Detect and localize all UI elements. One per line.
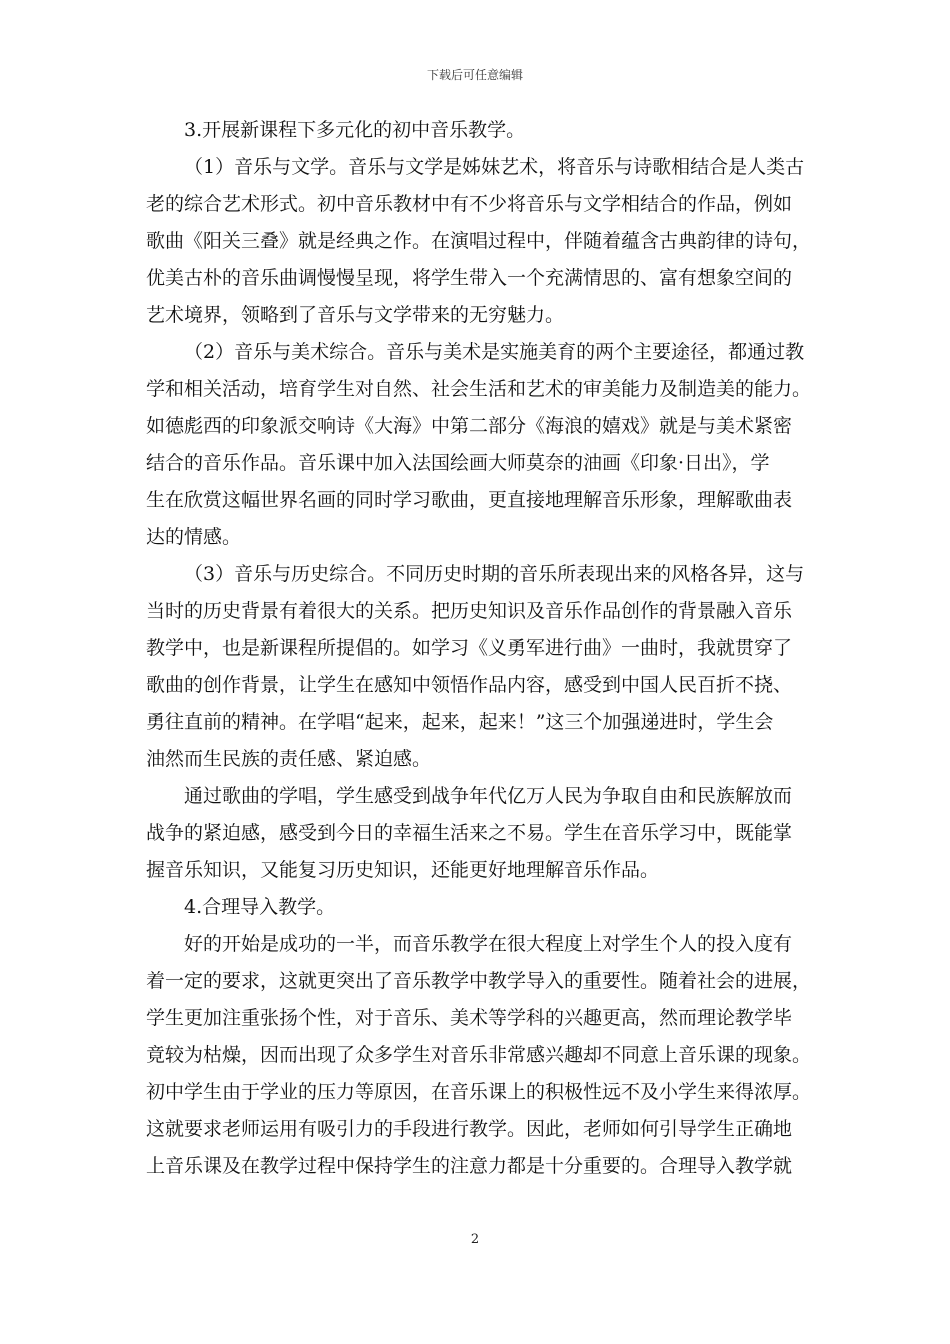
text-line: 当时的历史背景有着很大的关系。把历史知识及音乐作品创作的背景融入音乐 [146, 600, 793, 622]
text-line: 歌曲的创作背景，让学生在感知中领悟作品内容，感受到中国人民百折不挠、 [146, 674, 793, 696]
text-line: 如德彪西的印象派交响诗《大海》中第二部分《海浪的嬉戏》就是与美术紧密 [146, 415, 793, 437]
text-line: 达的情感。 [146, 526, 242, 548]
text-line: 结合的音乐作品。音乐课中加入法国绘画大师莫奈的油画《印象·日出》，学 [146, 452, 770, 474]
text-line: 油然而生民族的责任感、紧迫感。 [146, 748, 432, 770]
text-line: 竟较为枯燥，因而出现了众多学生对音乐非常感兴趣却不同意上音乐课的现象。 [146, 1044, 812, 1066]
text-line: 歌曲《阳关三叠》就是经典之作。在演唱过程中，伴随着蕴含古典韵律的诗句， [146, 230, 812, 252]
document-body [146, 112, 812, 1185]
para-song-learning [146, 778, 806, 889]
text-line: 战争的紧迫感，感受到今日的幸福生活来之不易。学生在音乐学习中，既能掌 [146, 822, 793, 844]
text-line: 勇往直前的精神。在学唱“起来，起来，起来！”这三个加强递进时，学生会 [146, 711, 774, 733]
text-line: 3.开展新课程下多元化的初中音乐教学。 [184, 119, 526, 141]
text-line: 好的开始是成功的一半，而音乐教学在很大程度上对学生个人的投入度有 [184, 933, 793, 955]
text-line: 4.合理导入教学。 [184, 896, 336, 918]
text-line: 优美古朴的音乐曲调慢慢呈现，将学生带入一个充满情思的、富有想象空间的 [146, 267, 793, 289]
text-line: 通过歌曲的学唱，学生感受到战争年代亿万人民为争取自由和民族解放而 [184, 785, 793, 807]
text-line: 这就要求老师运用有吸引力的手段进行教学。因此，老师如何引导学生正确地 [146, 1118, 793, 1140]
heading-4 [146, 889, 806, 926]
para-music-history [146, 556, 806, 778]
page-header: 下载后可任意编辑 [426, 68, 523, 82]
text-line: 艺术境界，领略到了音乐与文学带来的无穷魅力。 [146, 304, 565, 326]
text-line: 老的综合艺术形式。初中音乐教材中有不少将音乐与文学相结合的作品，例如 [146, 193, 793, 215]
para-introduction [146, 926, 812, 1185]
text-line: （1）音乐与文学。音乐与文学是姊妹艺术，将音乐与诗歌相结合是人类古 [184, 156, 805, 178]
text-line: 初中学生由于学业的压力等原因，在音乐课上的积极性远不及小学生来得浓厚。 [146, 1081, 812, 1103]
text-line: 学和相关活动，培育学生对自然、社会生活和艺术的审美能力及制造美的能力。 [146, 378, 812, 400]
text-line: 握音乐知识，又能复习历史知识，还能更好地理解音乐作品。 [146, 859, 660, 881]
text-line: 教学中，也是新课程所提倡的。如学习《义勇军进行曲》一曲时，我就贯穿了 [146, 637, 793, 659]
text-line: 学生更加注重张扬个性，对于音乐、美术等学科的兴趣更高，然而理论教学毕 [146, 1007, 793, 1029]
text-line: （3）音乐与历史综合。不同历史时期的音乐所表现出来的风格各异，这与 [184, 563, 805, 585]
para-music-art [146, 334, 812, 556]
text-line: （2）音乐与美术综合。音乐与美术是实施美育的两个主要途径，都通过教 [184, 341, 805, 363]
page-number: 2 [470, 1232, 480, 1247]
para-music-literature [146, 149, 812, 334]
text-line: 着一定的要求，这就更突出了音乐教学中教学导入的重要性。随着社会的进展， [146, 970, 812, 992]
heading-3 [146, 112, 806, 149]
text-line: 生在欣赏这幅世界名画的同时学习歌曲，更直接地理解音乐形象，理解歌曲表 [146, 489, 793, 511]
text-line: 上音乐课及在教学过程中保持学生的注意力都是十分重要的。合理导入教学就 [146, 1155, 793, 1177]
